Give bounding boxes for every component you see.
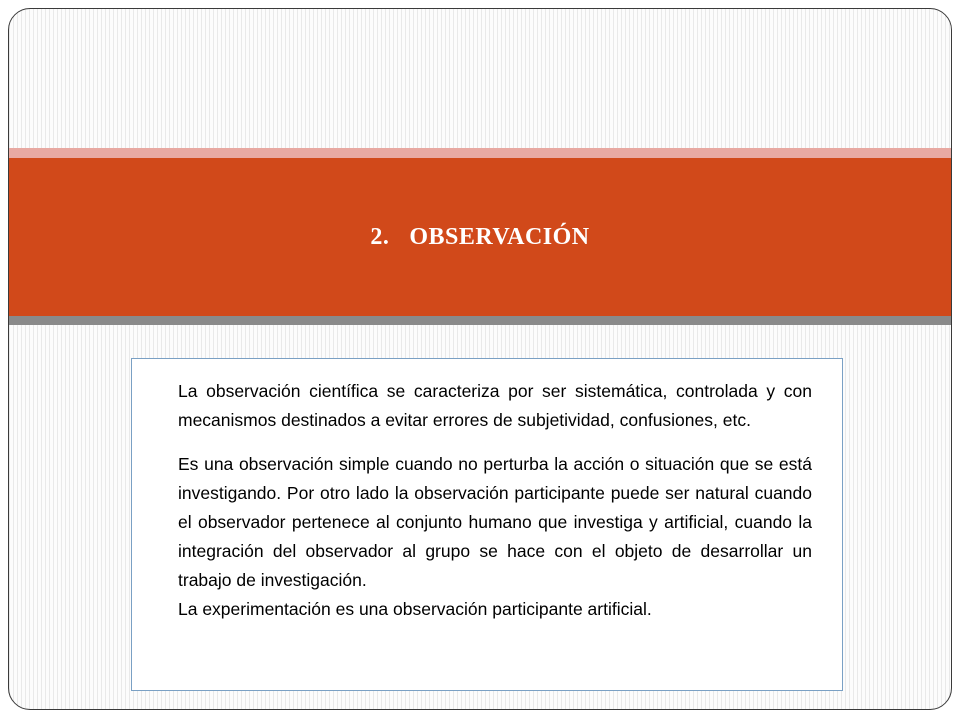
slide-title-text: OBSERVACIÓN — [409, 223, 590, 250]
paragraph-definition: La observación científica se caracteriza por ser sistemática, controlada y con mecanismos destinados a evitar errores de subjetividad, confusiones, etc. — [178, 381, 812, 430]
title-band-top-stripe — [9, 148, 951, 158]
slide-title — [9, 158, 951, 316]
title-band-bottom-stripe — [9, 316, 951, 325]
slide — [8, 8, 952, 710]
slide-title-number: 2. — [370, 223, 390, 250]
paragraph-types: Es una observación simple cuando no perturba la acción o situación que se está investigando. Por otro lado la observación participante puede ser natural cuando el observador pertenece al conjunto humano que investiga y artificial, cuando la integración del observador al grupo se hace con el objeto de desarrollar un trabajo de investigación. — [178, 454, 812, 590]
content-text-box — [131, 358, 843, 691]
paragraph-experimentation: La experimentación es una observación participante artificial. — [178, 599, 652, 619]
